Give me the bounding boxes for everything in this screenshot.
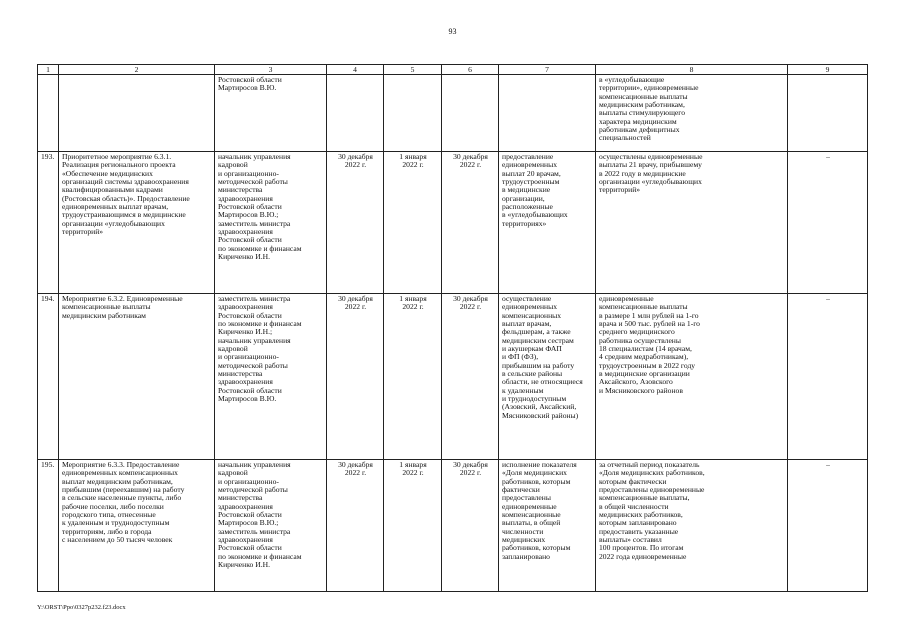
responsible: заместитель министра здравоохранения Ростовской области по экономике и финансам Кириченко И.Н.; начальник управления кадровой и организационно- методической работы министерства здравоохранения Ростовской области Мартиросов В.Ю. — [215, 294, 327, 460]
event-name: Мероприятие 6.3.2. Единовременные компенсационные выплаты медицинским работникам — [59, 294, 215, 460]
col-header-9: 9 — [788, 65, 868, 75]
table-row — [38, 152, 868, 294]
actual-result: за отчетный период показатель «Доля медицинских работников, которым фактически предоставлены единовременные компенсационные выплаты, в общей численности медицинских работников, которым запланировано предоставить указанные выплаты» составил 100 процентов. По итогам 2022 года единовременные — [596, 460, 788, 592]
col-header-2: 2 — [59, 65, 215, 75]
col-header-8: 8 — [596, 65, 788, 75]
expected-result: исполнение показателя «Доля медицинских работников, которым фактически предоставлены единовременные компенсационные выплаты, в общей численности медицинских работников, которым запланировано — [499, 460, 596, 592]
reasons: – — [788, 152, 868, 294]
start-date: 1 января 2022 г. — [384, 460, 442, 592]
table-row — [38, 294, 868, 460]
end-date: 30 декабря 2022 г. — [442, 460, 499, 592]
col-header-3: 3 — [215, 65, 327, 75]
start-date: 1 января 2022 г. — [384, 152, 442, 294]
planned-date: 30 декабря 2022 г. — [327, 152, 384, 294]
col-header-7: 7 — [499, 65, 596, 75]
row-number: 195. — [38, 460, 59, 592]
responsible: начальник управления кадровой и организационно- методической работы министерства здравоохранения Ростовской области Мартиросов В.Ю.; заместитель министра здравоохранения Ростовской области по экономике и финансам Кириченко И.Н. — [215, 152, 327, 294]
col-header-4: 4 — [327, 65, 384, 75]
end-date: 30 декабря 2022 г. — [442, 294, 499, 460]
start-date: 1 января 2022 г. — [384, 294, 442, 460]
col-header-6: 6 — [442, 65, 499, 75]
actual-result: единовременные компенсационные выплаты в размере 1 млн рублей на 1-го врача и 500 тыс. рублей на 1-го среднего медицинского работника осуществлены 18 специалистам (14 врачам, 4 средним медработникам), трудоустроенным в 2022 году в медицинские организации Аксайского, Азовского и Мясниковского районов — [596, 294, 788, 460]
header-row — [38, 65, 868, 75]
planned-date: 30 декабря 2022 г. — [327, 460, 384, 592]
row-number: 193. — [38, 152, 59, 294]
end-date: 30 декабря 2022 г. — [442, 152, 499, 294]
continuation-result: в «угледобывающие территории», единовременные компенсационные выплаты медицинским работникам, выплаты стимулирующего характера медицинским работникам дефицитных специальностей — [596, 75, 788, 152]
expected-result: осуществление единовременных компенсационных выплат врачам, фельдшерам, а также медицинским сестрам и акушеркам ФАП и ФП (ФЗ), прибывшим на работу в сельские районы области, не относящиеся к удаленным и труднодоступным (Азовский, Аксайский, Мясниковский районы) — [499, 294, 596, 460]
row-number: 194. — [38, 294, 59, 460]
col-header-5: 5 — [384, 65, 442, 75]
reasons: – — [788, 460, 868, 592]
continuation-row — [38, 75, 868, 152]
continuation-responsible: Ростовской области Мартиросов В.Ю. — [215, 75, 327, 152]
page-number: 93 — [448, 27, 457, 36]
file-path-footer: Y:\ORST\Ppo\0327p232.f23.docx — [37, 604, 126, 611]
expected-result: предоставление единовременных выплат 20 врачам, трудоустроенным в медицинские организации, расположенные в «угледобывающих территориях» — [499, 152, 596, 294]
plan-table — [37, 64, 868, 592]
table-row — [38, 460, 868, 592]
reasons: – — [788, 294, 868, 460]
event-name: Приоритетное мероприятие 6.3.1. Реализация регионального проекта «Обеспечение медицинских организаций системы здравоохранения квалифицированными кадрами (Ростовская область)». Предоставление единовременных выплат врачам, трудоустраивающимся в медицинские организации «угледобывающих территорий» — [59, 152, 215, 294]
event-name: Мероприятие 6.3.3. Предоставление единовременных компенсационных выплат медицинским работникам, прибывшим (переехавшим) на работу в сельские населенные пункты, либо рабочие поселки, либо поселки городского типа, отнесенные к удаленным и труднодоступным территориям, либо в города с населением до 50 тысяч человек — [59, 460, 215, 592]
responsible: начальник управления кадровой и организационно- методической работы министерства здравоохранения Ростовской области Мартиросов В.Ю.; заместитель министра здравоохранения Ростовской области по экономике и финансам Кириченко И.Н. — [215, 460, 327, 592]
planned-date: 30 декабря 2022 г. — [327, 294, 384, 460]
actual-result: осуществлены единовременные выплаты 21 врачу, прибывшему в 2022 году в медицинские организации «угледобывающих территорий» — [596, 152, 788, 294]
col-header-1: 1 — [38, 65, 59, 75]
